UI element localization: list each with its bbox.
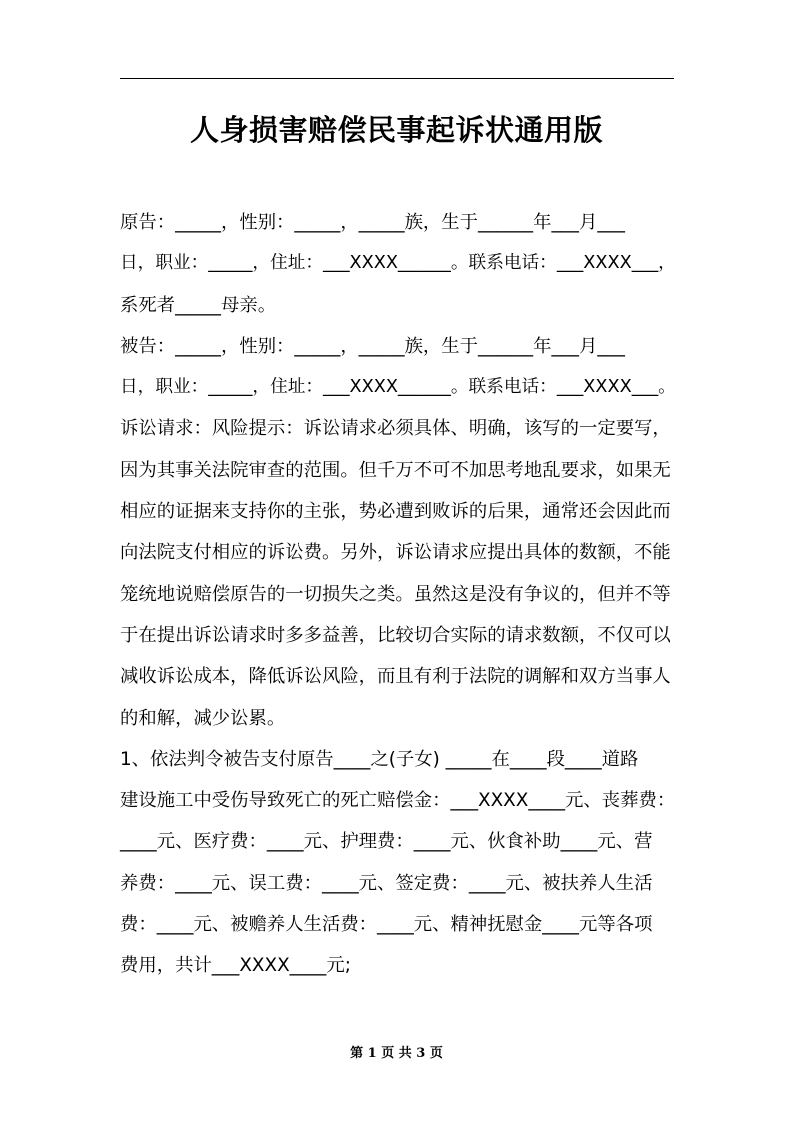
page-indicator: 第 1 页 共 3 页 <box>350 1046 443 1061</box>
body-line: 相应的证据来支持你的主张，势必遭到败诉的后果，通常还会因此而 <box>120 501 671 523</box>
body-line: 被告：_____，性别：_____，_____族，生于______年___月___ <box>120 335 625 357</box>
header-rule <box>120 78 674 79</box>
body-line: 日，职业：_____，住址：___XXXX______。联系电话：___XXXX___。 <box>120 377 676 398</box>
body-line: 日，职业：_____，住址：___XXXX______。联系电话：___XXXX___， <box>120 253 676 274</box>
body-line: 因为其事关法院审查的范围。但千万不可不加思考地乱要求，如果无 <box>120 459 671 481</box>
body-line: 建设施工中受伤导致死亡的死亡赔偿金：___XXXX____元、丧葬费： <box>120 790 676 812</box>
body-line: 费：____元、被赡养人生活费：____元、精神抚慰金____元等各项 <box>120 914 653 936</box>
body-line: 诉讼请求：风险提示：诉讼请求必须具体、明确，该写的一定要写， <box>120 418 671 440</box>
body-line: 1、依法判令被告支付原告____之(子女) _____在____段____道路 <box>120 748 639 770</box>
document-title: 人身损害赔偿民事起诉状通用版 <box>189 113 603 147</box>
body-line: 原告：_____，性别：_____，_____族，生于______年___月___ <box>120 212 625 233</box>
body-line: 于在提出诉讼请求时多多益善，比较切合实际的请求数额，不仅可以 <box>120 624 671 646</box>
body-line: ____元、医疗费：____元、护理费：____元、伙食补助____元、营 <box>120 831 653 853</box>
body-line: 系死者_____母亲。 <box>120 294 277 316</box>
body-line: 的和解，减少讼累。 <box>120 707 286 729</box>
document-body <box>120 202 680 987</box>
body-line: 减收诉讼成本，降低诉讼风险，而且有利于法院的调解和双方当事人 <box>120 666 671 688</box>
body-line: 养费：____元、误工费：____元、签定费：____元、被扶养人生活 <box>120 872 653 894</box>
body-line: 笼统地说赔偿原告的一切损失之类。虽然这是没有争议的，但并不等 <box>120 583 671 605</box>
body-line: 向法院支付相应的诉讼费。另外，诉讼请求应提出具体的数额，不能 <box>120 542 671 564</box>
body-line: 费用，共计___XXXX____元; <box>120 955 351 977</box>
